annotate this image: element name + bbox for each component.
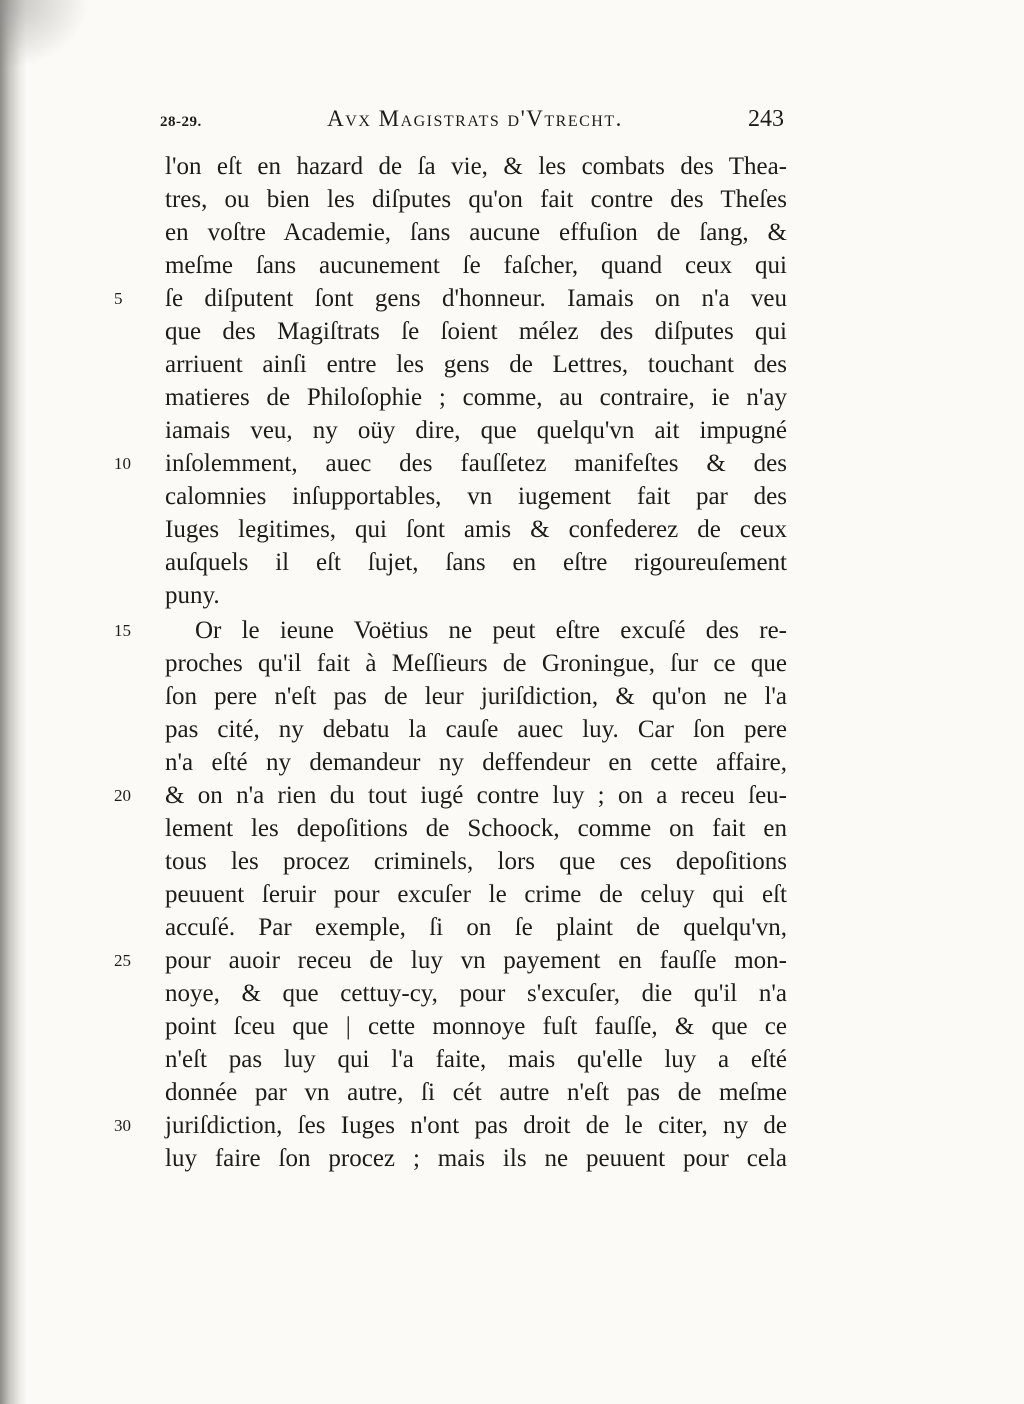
text-line: ſon pere n'eſt pas de leur juriſdiction, & qu'on ne l'a [165, 683, 787, 710]
text-line: l'on eſt en hazard de ſa vie, & les combats des Thea- [165, 153, 787, 180]
line-number: 10 [114, 454, 131, 473]
text-line: pas cité, ny debatu la cauſe auec luy. Car ſon pere [165, 716, 787, 743]
text-line: accuſé. Par exemple, ſi on ſe plaint de quelqu'vn, [165, 914, 787, 941]
text-line: n'eſt pas luy qui l'a faite, mais qu'elle luy a eſté [165, 1046, 787, 1073]
line-number: 25 [114, 951, 131, 970]
text-line: tous les procez criminels, lors que ces depoſitions [165, 848, 787, 875]
text-line: point ſceu que | cette monnoye fuſt fauſſe, & que ce [165, 1013, 787, 1040]
text-line: auſquels il eſt ſujet, ſans en eſtre rigoureuſement [165, 549, 787, 576]
line-number: 5 [114, 289, 123, 308]
text-line: ſe diſputent ſont gens d'honneur. Iamais on n'a veu [165, 285, 787, 312]
text-line: que des Magiſtrats ſe ſoient mélez des diſputes qui [165, 318, 787, 345]
text-line: noye, & que cettuy-cy, pour s'excuſer, die qu'il n'a [165, 980, 787, 1007]
text-line: luy faire ſon procez ; mais ils ne peuuent pour cela [165, 1145, 787, 1172]
text-line: arriuent ainſi entre les gens de Lettres, touchant des [165, 351, 787, 378]
text-line: lement les depoſitions de Schoock, comme on fait en [165, 815, 787, 842]
page-number: 243 [748, 106, 784, 132]
text-line: matieres de Philoſophie ; comme, au contraire, ie n'ay [165, 384, 787, 411]
text-line: Iuges legitimes, qui ſont amis & confederez de ceux [165, 516, 787, 543]
text-line: n'a eſté ny demandeur ny deffendeur en cette affaire, [165, 749, 787, 776]
section-reference: 28-29. [160, 114, 202, 130]
text-line: en voſtre Academie, ſans aucune effuſion de ſang, & [165, 219, 787, 246]
line-number: 20 [114, 786, 131, 805]
text-line: meſme ſans aucunement ſe faſcher, quand ceux qui [165, 252, 787, 279]
text-line: proches qu'il fait à Meſſieurs de Groningue, ſur ce que [165, 650, 787, 677]
text-line: juriſdiction, ſes Iuges n'ont pas droit de le citer, ny de [165, 1112, 787, 1139]
text-line: donnée par vn autre, ſi cét autre n'eſt pas de meſme [165, 1079, 787, 1106]
text-line: & on n'a rien du tout iugé contre luy ; on a receu ſeu- [165, 782, 787, 809]
text-line: puny. [165, 582, 220, 609]
text-line: Or le ieune Voëtius ne peut eſtre excuſé des re- [195, 617, 787, 644]
line-number: 15 [114, 621, 131, 640]
book-binding-shadow [0, 0, 26, 1404]
text-line: pour auoir receu de luy vn payement en fauſſe mon- [165, 947, 787, 974]
page-corner-shadow [0, 0, 90, 70]
text-line: iamais veu, ny oüy dire, que quelqu'vn ait impugné [165, 417, 787, 444]
text-line: calomnies inſupportables, vn iugement fait par des [165, 483, 787, 510]
page-header [160, 106, 790, 142]
line-number: 30 [114, 1116, 131, 1135]
text-line: tres, ou bien les diſputes qu'on fait contre des Theſes [165, 186, 787, 213]
running-title: Avx Magistrats d'Vtrecht. [327, 106, 623, 131]
text-line: inſolemment, auec des fauſſetez manifeſtes & des [165, 450, 787, 477]
text-line: peuuent ſeruir pour excuſer le crime de celuy qui eſt [165, 881, 787, 908]
